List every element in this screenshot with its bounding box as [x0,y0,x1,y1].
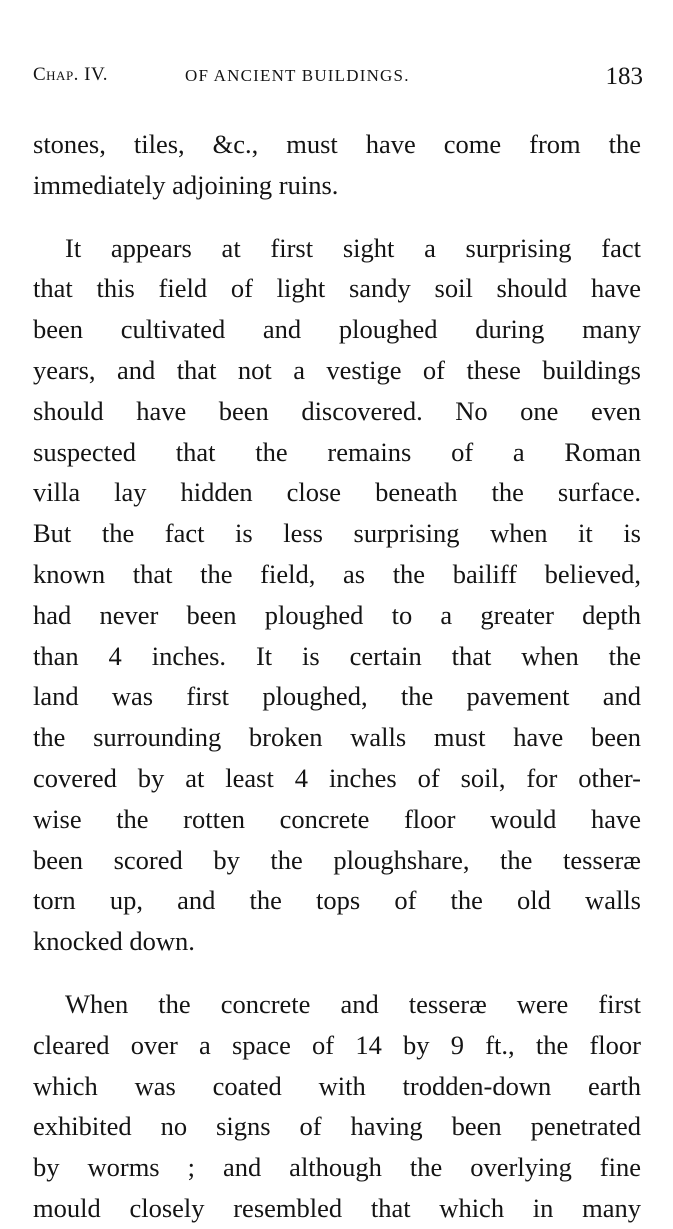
text-line: which was coated with trodden-down earth [33,1070,641,1101]
text-line: mould closely resembled that which in many [33,1192,641,1223]
text-line: immediately adjoining ruins. [33,169,339,200]
running-head [33,64,643,94]
paragraph-2 [33,228,641,962]
text-line: knocked down. [33,926,195,957]
running-title: OF ANCIENT BUILDINGS. [185,66,410,85]
text-line: years, and that not a vestige of these buildings [33,354,641,385]
text-line: than 4 inches. It is certain that when the [33,640,641,671]
text-line: land was first ploughed, the pavement and [33,681,641,712]
text-line: been cultivated and ploughed during many [33,314,641,345]
text-line: been scored by the ploughshare, the tesseræ [33,844,641,875]
text-line: stones, tiles, &c., must have come from the [33,129,641,159]
paragraph-1 [33,124,641,206]
text-line: villa lay hidden close beneath the surface. [33,477,641,508]
text-line: had never been ploughed to a greater depth [33,599,641,630]
text-line: When the concrete and tesseræ were first [65,988,641,1019]
page-number: 183 [605,63,643,90]
text-line: suspected that the remains of a Roman [33,436,641,467]
text-line: the surrounding broken walls must have been [33,722,641,753]
text-line: It appears at first sight a surprising fact [65,232,641,263]
text-line: wise the rotten concrete floor would have [33,803,641,834]
paragraph-3 [33,984,641,1229]
text-line: exhibited no signs of having been penetrated [33,1111,641,1142]
text-line: covered by at least 4 inches of soil, for other- [33,762,641,793]
text-line: by worms ; and although the overlying fine [33,1152,641,1183]
text-line: torn up, and the tops of the old walls [33,885,641,916]
text-line: known that the field, as the bailiff believed, [33,558,641,589]
text-line: that this field of light sandy soil should have [33,273,641,304]
body-text [33,124,641,1229]
text-line: should have been discovered. No one even [33,395,641,426]
text-line: But the fact is less surprising when it is [33,518,641,549]
text-line: cleared over a space of 14 by 9 ft., the floor [33,1029,641,1060]
chapter-label: Chap. IV. [33,64,109,85]
